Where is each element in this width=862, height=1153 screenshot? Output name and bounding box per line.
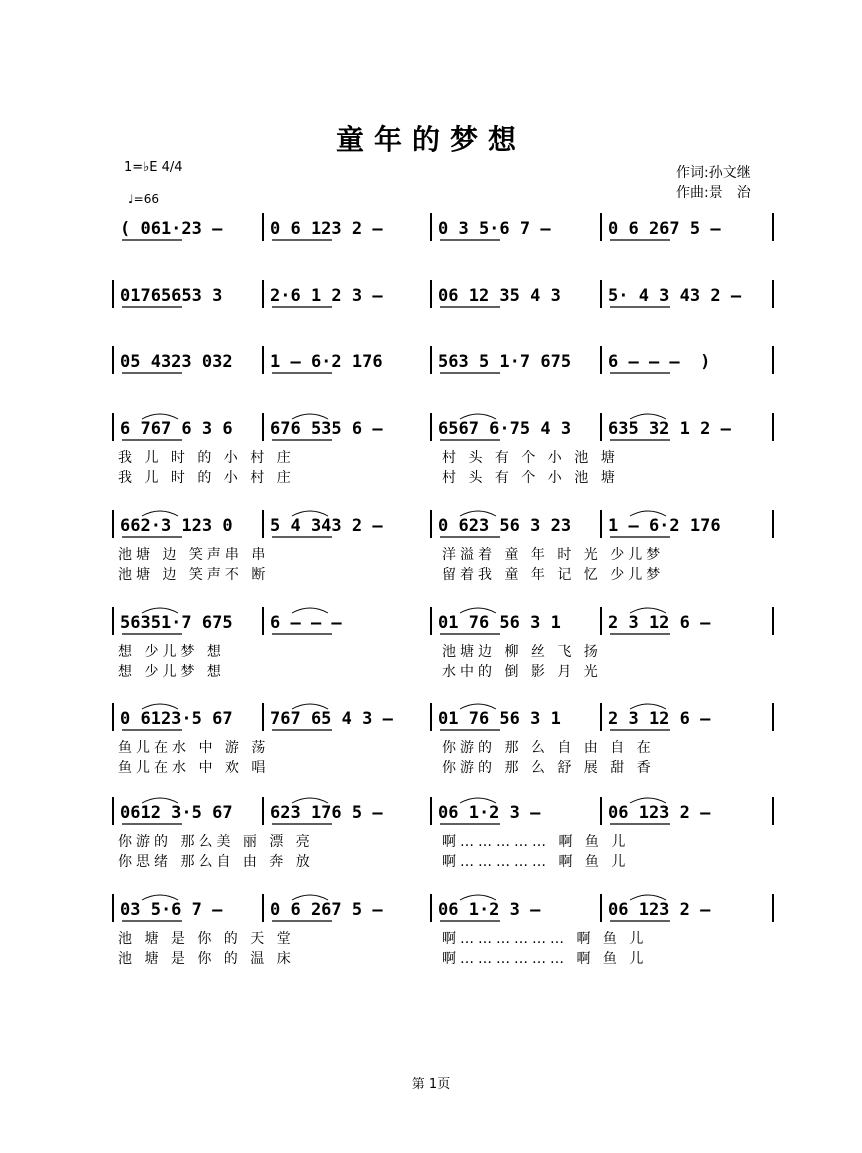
measure: 662·3 123 0 bbox=[120, 516, 233, 536]
measure: 0 6 123 2 – bbox=[270, 219, 383, 239]
measure: 2 3 12 6 – bbox=[608, 709, 711, 729]
lyric-phrase: 水中的 倒 影 月 光 bbox=[442, 664, 602, 680]
measure: 06 1·2 3 – bbox=[438, 900, 541, 920]
lyric-phrase: 想 少儿梦 想 bbox=[118, 664, 225, 680]
measure: 0612 3·5 67 bbox=[120, 803, 233, 823]
slur-arc bbox=[460, 511, 496, 516]
measure: 623 176 5 – bbox=[270, 803, 383, 823]
measure: ( 061·23 – bbox=[120, 219, 223, 239]
lyric-phrase: 池塘 边 笑声不 断 bbox=[118, 567, 270, 583]
notation-row bbox=[112, 213, 776, 241]
measure: 767 65 4 3 – bbox=[270, 709, 393, 729]
measure: 1 – 6·2 176 bbox=[270, 352, 383, 372]
tempo-marking: ♩=66 bbox=[128, 192, 159, 206]
measure: 6567 6·75 4 3 bbox=[438, 419, 572, 439]
notation-row bbox=[112, 510, 776, 538]
lyric-phrase: 你游的 那 么 舒 展 甜 香 bbox=[442, 760, 655, 776]
slur-arc bbox=[630, 704, 666, 709]
lyric-phrase: 鱼儿在水 中 欢 唱 bbox=[118, 760, 270, 776]
notation-row bbox=[112, 797, 776, 825]
slur-arc bbox=[142, 895, 178, 900]
measure: 06 123 2 – bbox=[608, 900, 711, 920]
notation-row bbox=[112, 280, 776, 308]
measure: 676 535 6 – bbox=[270, 419, 383, 439]
lyric-phrase: 啊…………… 啊 鱼 儿 bbox=[442, 854, 630, 870]
credits bbox=[676, 163, 751, 203]
lyric-phrase: 想 少儿梦 想 bbox=[118, 644, 225, 660]
composer: 作曲:景 治 bbox=[676, 185, 751, 201]
measure: 2 3 12 6 – bbox=[608, 613, 711, 633]
lyric-phrase: 村 头 有 个 小 池 塘 bbox=[442, 470, 619, 486]
lyric-line bbox=[112, 544, 776, 564]
notation-row bbox=[112, 607, 776, 635]
slur-arc bbox=[630, 414, 666, 419]
notation-row bbox=[112, 413, 776, 441]
slur-arc bbox=[142, 798, 178, 803]
measure: 06 123 2 – bbox=[608, 803, 711, 823]
lyric-line bbox=[112, 948, 776, 968]
notation-system bbox=[112, 797, 776, 877]
lyric-phrase: 池 塘 是 你 的 天 堂 bbox=[118, 931, 295, 947]
notation-system bbox=[112, 607, 776, 687]
lyric-phrase: 你游的 那么美 丽 漂 亮 bbox=[118, 834, 314, 850]
lyric-line bbox=[112, 831, 776, 851]
lyric-line bbox=[112, 467, 776, 487]
slur-arc bbox=[630, 608, 666, 613]
measure: 6 – – – ) bbox=[608, 352, 711, 372]
measure: 0 6123·5 67 bbox=[120, 709, 233, 729]
measure: 0 6 267 5 – bbox=[270, 900, 383, 920]
measure: 05 4323 032 bbox=[120, 352, 233, 372]
slur-arc bbox=[142, 414, 178, 419]
lyric-phrase: 池 塘 是 你 的 温 床 bbox=[118, 951, 295, 967]
lyric-phrase: 你思绪 那么自 由 奔 放 bbox=[118, 854, 314, 870]
measure: 635 32 1 2 – bbox=[608, 419, 731, 439]
measure: 6 767 6 3 6 bbox=[120, 419, 233, 439]
slur-arc bbox=[630, 895, 666, 900]
measure: 0 6 267 5 – bbox=[608, 219, 721, 239]
slur-arc bbox=[292, 414, 328, 419]
lyric-phrase: 啊……………… 啊 鱼 儿 bbox=[442, 931, 648, 947]
lyricist: 作词:孙文继 bbox=[676, 165, 751, 181]
slur-arc bbox=[630, 511, 666, 516]
measure: 0 3 5·6 7 – bbox=[438, 219, 551, 239]
notation-row bbox=[112, 703, 776, 731]
lyric-phrase: 池塘 边 笑声串 串 bbox=[118, 547, 270, 563]
measure: 01765653 3 bbox=[120, 286, 223, 306]
lyric-phrase: 洋溢着 童 年 时 光 少儿梦 bbox=[442, 547, 665, 563]
lyric-phrase: 你游的 那 么 自 由 自 在 bbox=[442, 740, 655, 756]
slur-arc bbox=[142, 608, 178, 613]
slur-arc bbox=[460, 608, 496, 613]
measure: 563 5 1·7 675 bbox=[438, 352, 572, 372]
page-number: 第 1页 bbox=[411, 1077, 451, 1092]
slur-arc bbox=[292, 608, 328, 613]
slur-arc bbox=[460, 704, 496, 709]
slur-arc bbox=[630, 798, 666, 803]
slur-arc bbox=[142, 511, 178, 516]
slur-arc bbox=[292, 704, 328, 709]
lyric-line bbox=[112, 661, 776, 681]
lyric-phrase: 我 儿 时 的 小 村 庄 bbox=[118, 470, 295, 486]
slur-arc bbox=[292, 798, 328, 803]
lyric-line bbox=[112, 757, 776, 777]
lyric-phrase: 鱼儿在水 中 游 荡 bbox=[118, 740, 270, 756]
lyric-phrase: 啊……………… 啊 鱼 儿 bbox=[442, 951, 648, 967]
measure: 56351·7 675 bbox=[120, 613, 233, 633]
measure: 1 – 6·2 176 bbox=[608, 516, 721, 536]
lyric-phrase: 留着我 童 年 记 忆 少儿梦 bbox=[442, 567, 665, 583]
slur-arc bbox=[460, 895, 496, 900]
lyric-phrase: 池塘边 柳 丝 飞 扬 bbox=[442, 644, 602, 660]
notation-marks bbox=[112, 213, 776, 253]
slur-arc bbox=[292, 895, 328, 900]
notation-row bbox=[112, 894, 776, 922]
notation-system bbox=[112, 413, 776, 493]
lyric-line bbox=[112, 928, 776, 948]
measure: 01 76 56 3 1 bbox=[438, 613, 561, 633]
lyric-phrase: 啊…………… 啊 鱼 儿 bbox=[442, 834, 630, 850]
lyric-line bbox=[112, 641, 776, 661]
lyric-line bbox=[112, 564, 776, 584]
measure: 5 4 343 2 – bbox=[270, 516, 383, 536]
measure: 06 12 35 4 3 bbox=[438, 286, 561, 306]
measure: 06 1·2 3 – bbox=[438, 803, 541, 823]
slur-arc bbox=[292, 511, 328, 516]
slur-arc bbox=[142, 704, 178, 709]
measure: 01 76 56 3 1 bbox=[438, 709, 561, 729]
lyric-phrase: 村 头 有 个 小 池 塘 bbox=[442, 450, 619, 466]
measure: 0 623 56 3 23 bbox=[438, 516, 572, 536]
slur-arc bbox=[460, 798, 496, 803]
notation-row bbox=[112, 346, 776, 374]
notation-marks bbox=[112, 280, 776, 320]
song-title: 童年的梦想 bbox=[335, 123, 526, 156]
notation-system bbox=[112, 894, 776, 974]
lyric-phrase: 我 儿 时 的 小 村 庄 bbox=[118, 450, 295, 466]
lyric-line bbox=[112, 737, 776, 757]
notation-marks bbox=[112, 346, 776, 386]
measure: 5· 4 3 43 2 – bbox=[608, 286, 742, 306]
lyric-line bbox=[112, 851, 776, 871]
lyric-line bbox=[112, 447, 776, 467]
measure: 6 – – – bbox=[270, 613, 342, 633]
measure: 03 5·6 7 – bbox=[120, 900, 223, 920]
notation-system bbox=[112, 703, 776, 783]
key-signature: 1=♭E 4/4 bbox=[124, 160, 183, 175]
measure: 2·6 1 2 3 – bbox=[270, 286, 383, 306]
notation-system bbox=[112, 510, 776, 590]
slur-arc bbox=[460, 414, 496, 419]
